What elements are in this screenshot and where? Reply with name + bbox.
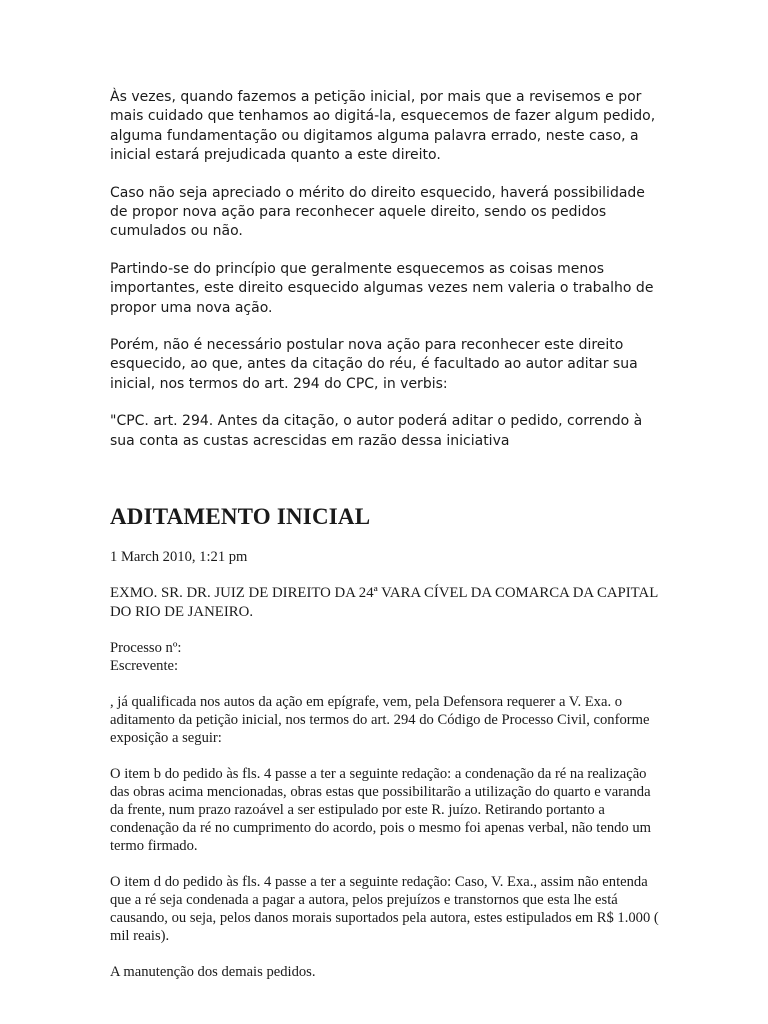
article-title: ADITAMENTO INICIAL	[110, 504, 371, 530]
intro-paragraph-4: Porém, não é necessário postular nova ação para reconhecer este direito esquecido, ao que, antes da citação do réu, é facultado ao autor aditar sua inicial, nos termos do art. 294 do CPC, in verbis:	[110, 337, 638, 392]
case-info	[110, 639, 662, 675]
intro-paragraph-2: Caso não seja apreciado o mérito do direito esquecido, haverá possibilidade de propor nova ação para reconhecer aquele direito, sendo os pedidos cumulados ou não.	[110, 184, 645, 240]
processo-label: Processo nº:	[110, 640, 182, 657]
quote-paragraph: "CPC. art. 294. Antes da citação, o autor poderá aditar o pedido, correndo à sua conta as custas acrescidas em razão dessa iniciativa	[110, 413, 643, 449]
article-date: 1 March 2010, 1:21 pm	[110, 549, 248, 566]
court-address: EXMO. SR. DR. JUIZ DE DIREITO DA 24ª VARA CÍVEL DA COMARCA DA CAPITAL DO RIO DE JANEIRO.	[110, 585, 658, 620]
intro-paragraph-3: Partindo-se do princípio que geralmente esquecemos as coisas menos importantes, este direito esquecido algumas vezes nem valeria o trabalho de propor uma nova ação.	[110, 260, 654, 316]
body-paragraph-3: O item d do pedido às fls. 4 passe a ter a seguinte redação: Caso, V. Exa., assim não entenda que a ré seja condenada a pagar a autora, pelos prejuízos e transtornos que esta lhe está causando, ou seja, pelos danos morais suportados pela autora, estes estipulados em R$ 1.000 ( mil reais).	[110, 874, 659, 945]
document-page	[110, 88, 662, 999]
escrevente-label: Escrevente:	[110, 658, 179, 675]
body-paragraph-1: , já qualificada nos autos da ação em epígrafe, vem, pela Defensora requerer a V. Exa. o aditamento da petição inicial, nos termos do art. 294 do Código de Processo Civil, conforme exposição a seguir:	[110, 694, 650, 747]
intro-paragraph-1: Às vezes, quando fazemos a petição inicial, por mais que a revisemos e por mais cuidado que tenhamos ao digitá-la, esquecemos de fazer algum pedido, alguma fundamentação ou digitamos alguma palavra errado, neste caso, a inicial estará prejudicada quanto a este direito.	[110, 89, 656, 164]
body-paragraph-2: O item b do pedido às fls. 4 passe a ter a seguinte redação: a condenação da ré na realização das obras acima mencionadas, obras estas que possibilitarão a utilização do quarto e varanda da frente, num prazo razoável a ser estipulado por este R. juízo. Retirando portanto a condenação da ré no cumprimento do acordo, pois o mesmo foi apenas verbal, não tendo um termo firmado.	[110, 766, 652, 855]
body-paragraph-4: A manutenção dos demais pedidos.	[110, 964, 316, 981]
